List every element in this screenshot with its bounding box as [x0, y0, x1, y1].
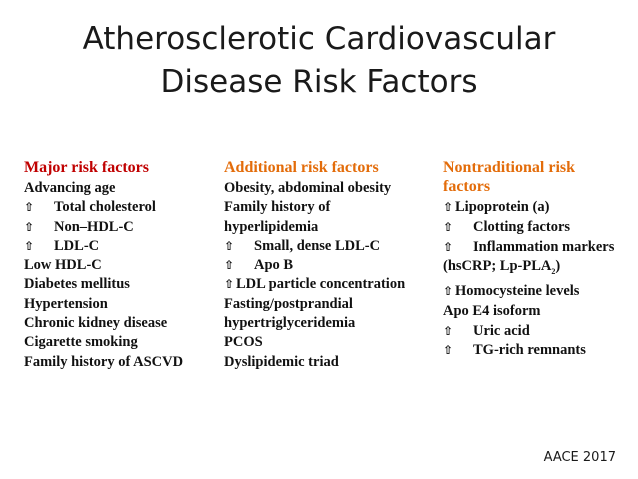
list-item [224, 256, 424, 275]
nontraditional-risk-factors-heading [443, 158, 628, 196]
item-text: Cigarette smoking [24, 334, 138, 351]
list-item [224, 237, 424, 256]
item-text: Dyslipidemic triad [224, 353, 339, 370]
item-text: hypertriglyceridemia [224, 315, 356, 332]
list-item [24, 198, 214, 217]
title-line-1: Atherosclerotic Cardiovascular [82, 21, 556, 57]
list-item [443, 257, 628, 282]
item-text: LDL-C [54, 237, 100, 254]
item-text: hyperlipidemia [224, 218, 319, 235]
item-text: Diabetes mellitus [24, 276, 130, 293]
item-text: Family history of [224, 199, 331, 216]
item-text: Clotting factors [473, 218, 571, 235]
list-item [24, 237, 214, 256]
list-item [24, 179, 214, 198]
list-item [443, 282, 628, 302]
source-citation: AACE 2017 [543, 450, 616, 465]
nontraditional-risk-factors-column [443, 158, 628, 361]
up-arrow-icon: ⇧ [443, 343, 454, 358]
title-line-2: Disease Risk Factors [160, 64, 478, 100]
heading-line-1: Nontraditional risk [443, 159, 576, 176]
item-text: Obesity, abdominal obesity [224, 180, 392, 196]
subscript: 2 [551, 267, 556, 277]
up-arrow-icon: ⇧ [24, 219, 35, 234]
list-item [224, 295, 424, 314]
item-text: PCOS [224, 334, 263, 351]
list-item [24, 295, 214, 314]
item-text: Lipoprotein (a) [455, 199, 550, 215]
up-arrow-icon: ⇧ [224, 258, 235, 273]
item-text: Inflammation markers [473, 238, 615, 255]
item-text: Small, dense LDL-C [254, 237, 381, 254]
list-item [24, 333, 214, 352]
up-arrow-icon: ⇧ [443, 200, 454, 214]
item-text: Non–HDL-C [54, 218, 134, 235]
list-item [224, 218, 424, 237]
list-item [24, 275, 214, 294]
item-text: Uric acid [473, 322, 530, 339]
item-text: Hypertension [24, 295, 108, 312]
up-arrow-icon: ⇧ [443, 239, 454, 254]
list-item [224, 198, 424, 217]
item-text: Total cholesterol [54, 199, 156, 216]
up-arrow-icon: ⇧ [443, 284, 454, 299]
up-arrow-icon: ⇧ [24, 200, 35, 215]
up-arrow-icon: ⇧ [224, 238, 235, 253]
item-text: Apo E4 isoform [443, 302, 541, 319]
additional-risk-factors-column [224, 158, 424, 372]
major-risk-factors-heading: Major risk factors [24, 159, 149, 176]
item-text: Homocysteine levels [455, 283, 580, 300]
item-text: (hsCRP; Lp-PLA [443, 258, 552, 275]
up-arrow-icon: ⇧ [224, 277, 235, 292]
list-item [224, 353, 424, 372]
list-item [443, 341, 628, 361]
list-item [443, 218, 628, 238]
list-item [224, 333, 424, 352]
list-item [443, 302, 628, 322]
up-arrow-icon: ⇧ [443, 219, 454, 234]
list-item [24, 353, 214, 372]
item-text: Chronic kidney disease [24, 315, 168, 332]
list-item [224, 314, 424, 333]
item-text: LDL particle concentration [236, 276, 406, 293]
list-item [224, 275, 424, 294]
additional-risk-factors-heading: Additional risk factors [224, 159, 379, 176]
item-text: Fasting/postprandial [224, 295, 353, 312]
list-item [24, 218, 214, 237]
list-item [443, 238, 628, 258]
list-item [443, 198, 628, 218]
slide-title [0, 18, 638, 104]
item-text: Family history of ASCVD [24, 353, 184, 370]
item-text: Apo B [254, 257, 294, 274]
list-item [24, 314, 214, 333]
item-text: TG-rich remnants [473, 342, 586, 359]
major-risk-factors-column [24, 158, 214, 372]
heading-line-2: factors [443, 178, 491, 195]
item-text: Advancing age [24, 180, 116, 196]
up-arrow-icon: ⇧ [443, 323, 454, 338]
list-item [443, 322, 628, 342]
item-text: Low HDL-C [24, 257, 102, 274]
up-arrow-icon: ⇧ [24, 238, 35, 253]
list-item [24, 256, 214, 275]
item-text-after: ) [555, 258, 561, 275]
list-item [224, 179, 424, 198]
